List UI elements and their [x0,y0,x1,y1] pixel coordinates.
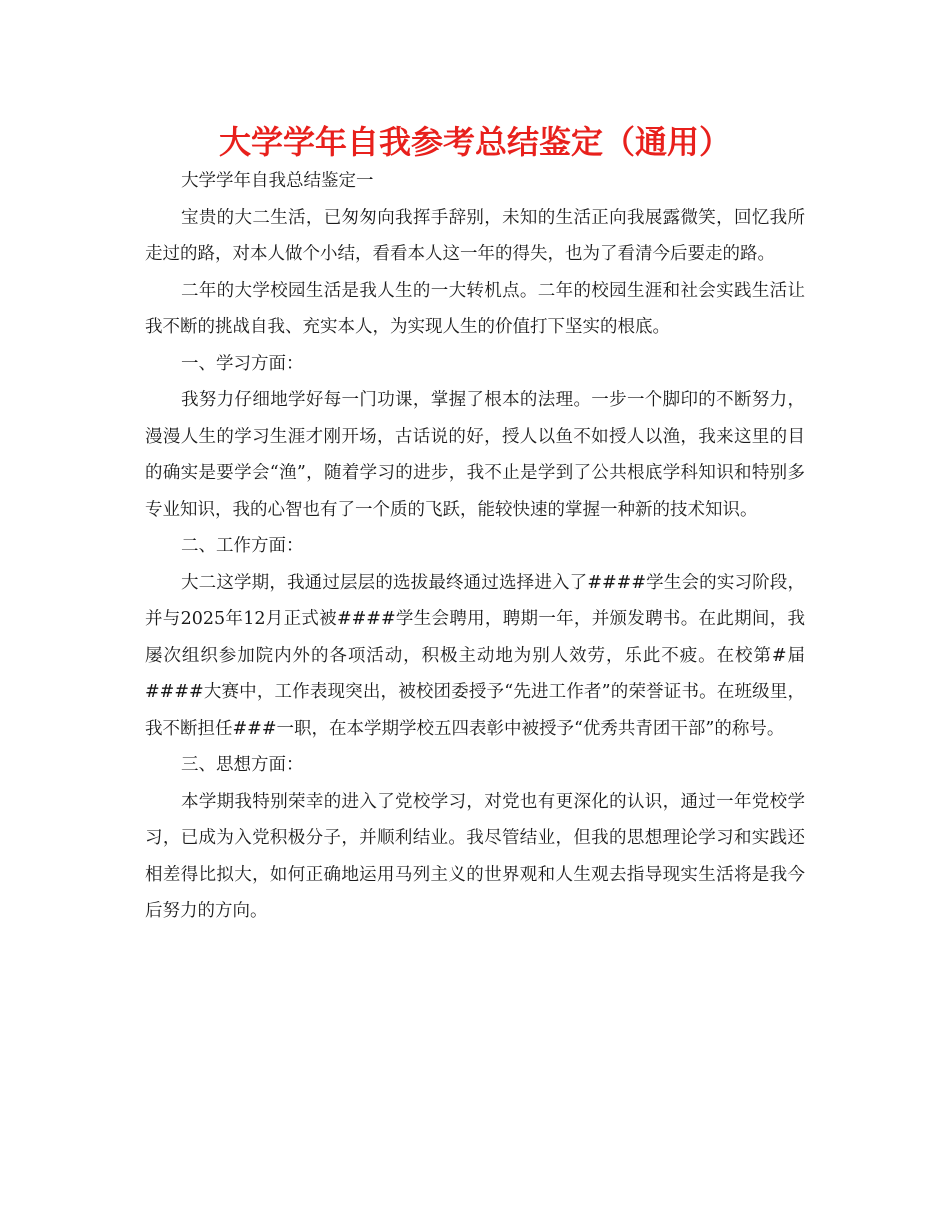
document-body [145,163,805,930]
document-title: 大学学年自我参考总结鉴定（通用） [218,123,731,161]
paragraph-study: 我努力仔细地学好每一门功课，掌握了根本的法理。一步一个脚印的不断努力，漫漫人生的学习生涯才刚开场，古话说的好，授人以鱼不如授人以渔，我来这里的目的确实是要学会“渔”，随着学习的进步，我不止是学到了公共根底学科知识和特别多专业知识，我的心智也有了一个质的飞跃，能较快速的掌握一种新的技术知识。 [145,390,805,520]
paragraph-overview: 二年的大学校园生活是我人生的一大转机点。二年的校园生涯和社会实践生活让我不断的挑战自我、充实本人，为实现人生的价值打下坚实的根底。 [145,280,805,337]
heading-work: 二、工作方面： [181,536,304,556]
paragraph-work: 大二这学期，我通过层层的选拔最终通过选择进入了####学生会的实习阶段，并与2025年12月正式被####学生会聘用，聘期一年，并颁发聘书。在此期间，我屡次组织参加院内外的各项活动，积极主动地为别人效劳，乐此不疲。在校第#届####大赛中，工作表现突出，被校团委授予“先进工作者”的荣誉证书。在班级里，我不断担任###一职，在本学期学校五四表彰中被授予“优秀共青团干部”的称号。 [145,572,805,739]
heading-thought: 三、思想方面： [181,755,304,775]
section-subtitle: 大学学年自我总结鉴定一 [181,171,374,191]
paragraph-thought: 本学期我特别荣幸的进入了党校学习，对党也有更深化的认识，通过一年党校学习，已成为入党积极分子，并顺利结业。我尽管结业，但我的思想理论学习和实践还相差得比拟大，如何正确地运用马列主义的世界观和人生观去指导现实生活将是我今后努力的方向。 [145,791,805,921]
paragraph-intro: 宝贵的大二生活，已匆匆向我挥手辞别，未知的生活正向我展露微笑，回忆我所走过的路，对本人做个小结，看看本人这一年的得失，也为了看清今后要走的路。 [145,207,805,264]
heading-study: 一、学习方面： [181,353,304,374]
